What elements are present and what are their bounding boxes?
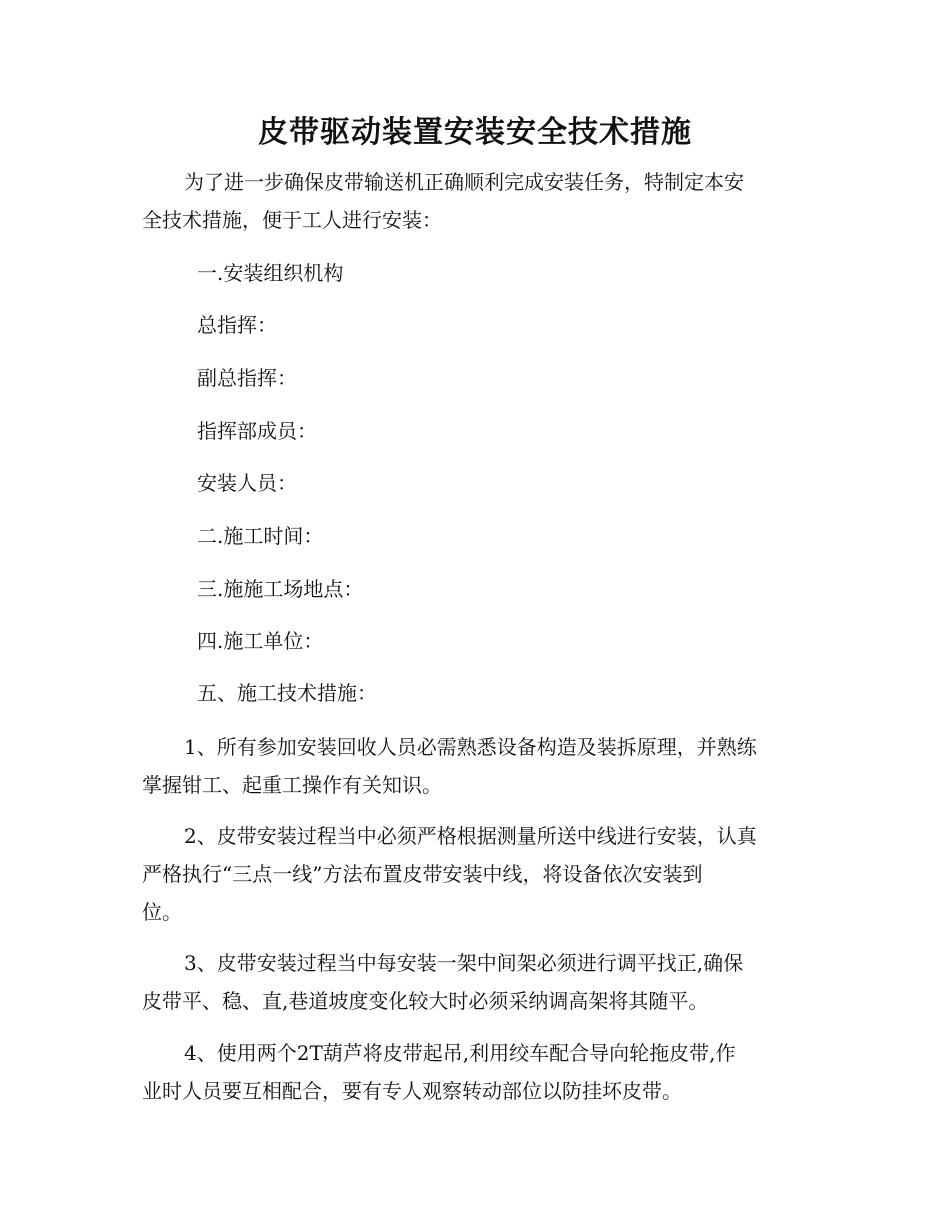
measure-1-line-2: 掌握钳工、起重工操作有关知识。	[142, 773, 442, 797]
heading-organization: 一.安装组织机构	[197, 261, 344, 285]
heading-vice-commander: 副总指挥：	[197, 366, 297, 390]
measure-3-line-1: 3、皮带安装过程当中每安装一架中间架必须进行调平找正,确保	[184, 951, 744, 975]
measure-2-line-3: 位。	[142, 900, 182, 924]
intro-line-1: 为了进一步确保皮带输送机正确顺利完成安装任务，特制定本安	[184, 170, 744, 194]
measure-paragraph-4	[142, 1034, 812, 1110]
measure-4-line-1: 4、使用两个2T葫芦将皮带起吊,利用绞车配合导向轮拖皮带,作	[184, 1041, 736, 1065]
heading-construction-location: 三.施施工场地点：	[197, 577, 364, 601]
document-title: 皮带驱动装置安装安全技术措施	[258, 115, 692, 150]
heading-installers: 安装人员：	[197, 471, 297, 495]
measure-3-line-2: 皮带平、稳、直,巷道坡度变化较大时必须采纳调高架将其随平。	[142, 989, 709, 1013]
heading-technical-measures: 五、施工技术措施：	[197, 681, 377, 705]
measure-4-line-2: 业时人员要互相配合，要有专人观察转动部位以防挂坏皮带。	[142, 1079, 682, 1103]
measure-paragraph-2	[142, 817, 812, 931]
heading-members: 指挥部成员：	[197, 419, 317, 443]
heading-commander: 总指挥：	[197, 313, 277, 337]
measure-2-line-2: 严格执行“三点一线”方法布置皮带安装中线，将设备依次安装到	[142, 862, 703, 886]
measure-paragraph-3	[142, 944, 812, 1020]
intro-paragraph	[142, 163, 812, 239]
measure-2-line-1: 2、皮带安装过程当中必须严格根据测量所送中线进行安装，认真	[184, 824, 757, 848]
measure-1-line-1: 1、所有参加安装回收人员必需熟悉设备构造及装拆原理，并熟练	[184, 735, 757, 759]
intro-line-2: 全技术措施，便于工人进行安装：	[142, 208, 442, 232]
measure-paragraph-1	[142, 728, 812, 804]
heading-construction-time: 二.施工时间：	[197, 524, 324, 548]
heading-construction-unit: 四.施工单位：	[197, 629, 324, 653]
